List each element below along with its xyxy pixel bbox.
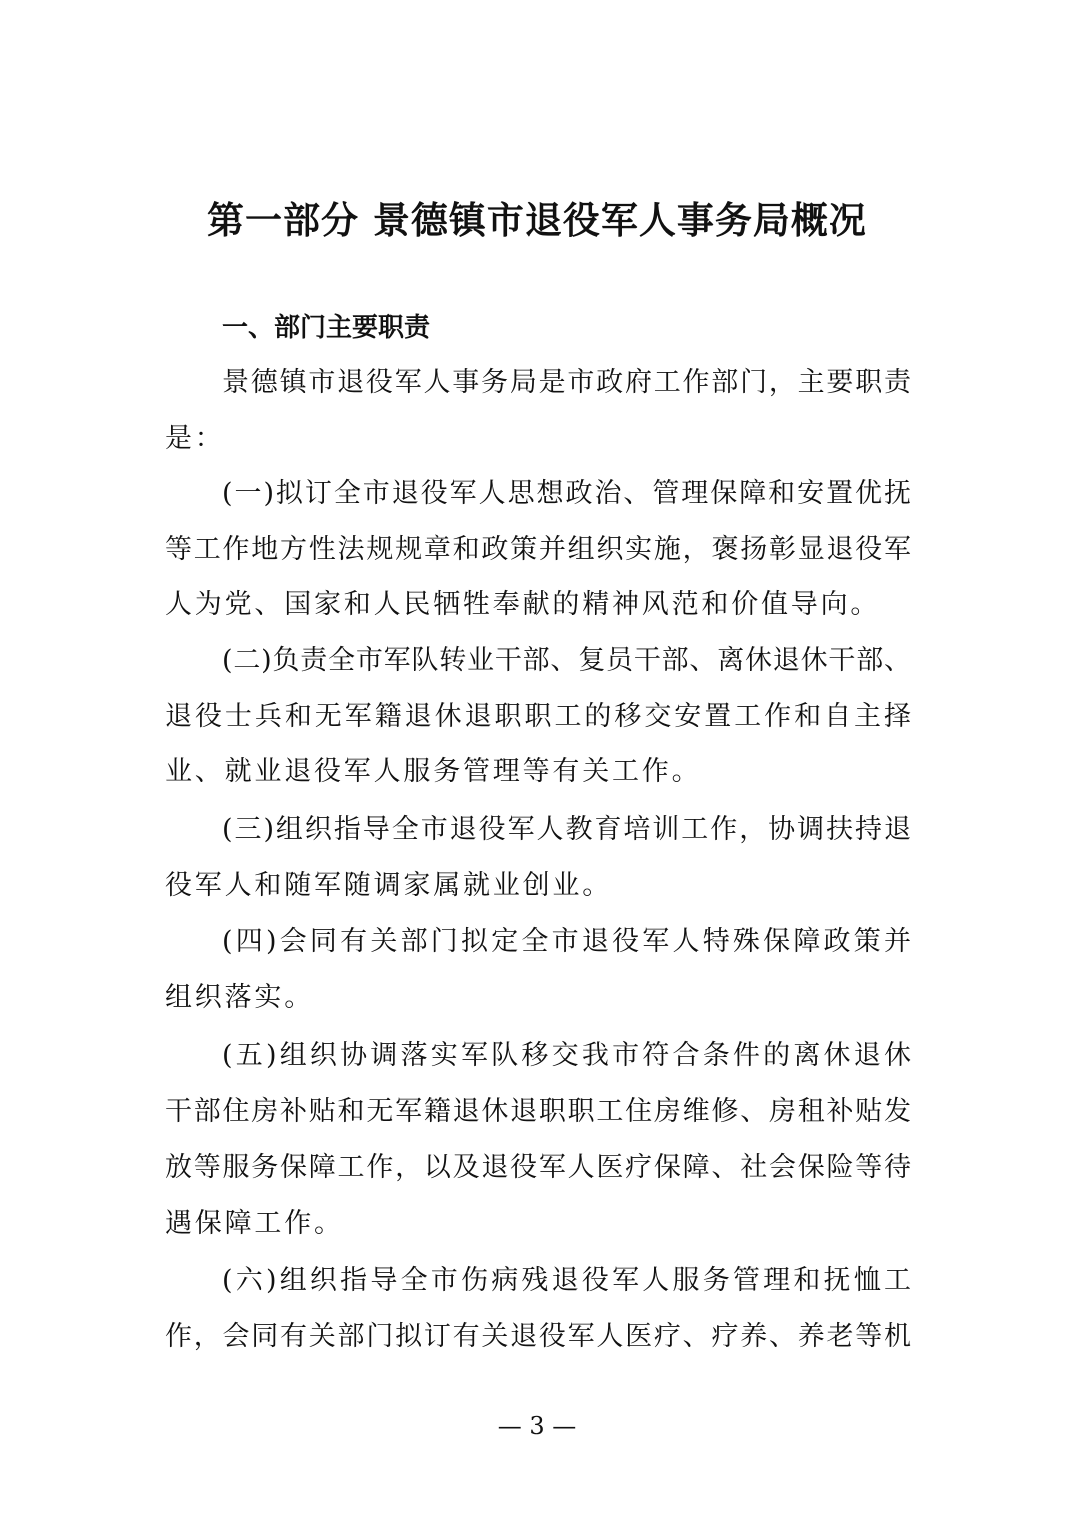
body-line: (二)负责全市军队转业干部、复员干部、离休退休干部、	[222, 645, 911, 676]
body-line: 等工作地方性法规规章和政策并组织实施，褒扬彰显退役军	[165, 534, 911, 565]
section-heading: 一、部门主要职责	[222, 313, 431, 343]
body-line: (六)组织指导全市伤病残退役军人服务管理和抚恤工	[222, 1265, 911, 1296]
body-line: 作，会同有关部门拟订有关退役军人医疗、疗养、养老等机	[165, 1321, 911, 1352]
body-line: 业、就业退役军人服务管理等有关工作。	[165, 756, 702, 787]
body-line: 人为党、国家和人民牺牲奉献的精神风范和价值导向。	[165, 589, 881, 620]
body-line: (三)组织指导全市退役军人教育培训工作，协调扶持退	[222, 814, 911, 845]
body-line: (五)组织协调落实军队移交我市符合条件的离休退休	[222, 1040, 911, 1071]
body-line: 干部住房补贴和无军籍退休退职职工住房维修、房租补贴发	[165, 1096, 911, 1127]
body-line: 是：	[165, 423, 225, 454]
body-line: (四)会同有关部门拟定全市退役军人特殊保障政策并	[222, 926, 911, 957]
body-line: 役军人和随军随调家属就业创业。	[165, 870, 612, 901]
body-line: 遇保障工作。	[165, 1208, 344, 1239]
body-line: 组织落实。	[165, 982, 314, 1013]
body-line: 景德镇市退役军人事务局是市政府工作部门，主要职责	[222, 367, 911, 398]
page-number: — 3 —	[497, 1412, 577, 1440]
body-line: (一)拟订全市退役军人思想政治、管理保障和安置优抚	[222, 478, 911, 509]
body-line: 退役士兵和无军籍退休退职职工的移交安置工作和自主择	[165, 701, 911, 732]
body-line: 放等服务保障工作，以及退役军人医疗保障、社会保险等待	[165, 1152, 911, 1183]
page-title: 第一部分 景德镇市退役军人事务局概况	[207, 199, 867, 242]
